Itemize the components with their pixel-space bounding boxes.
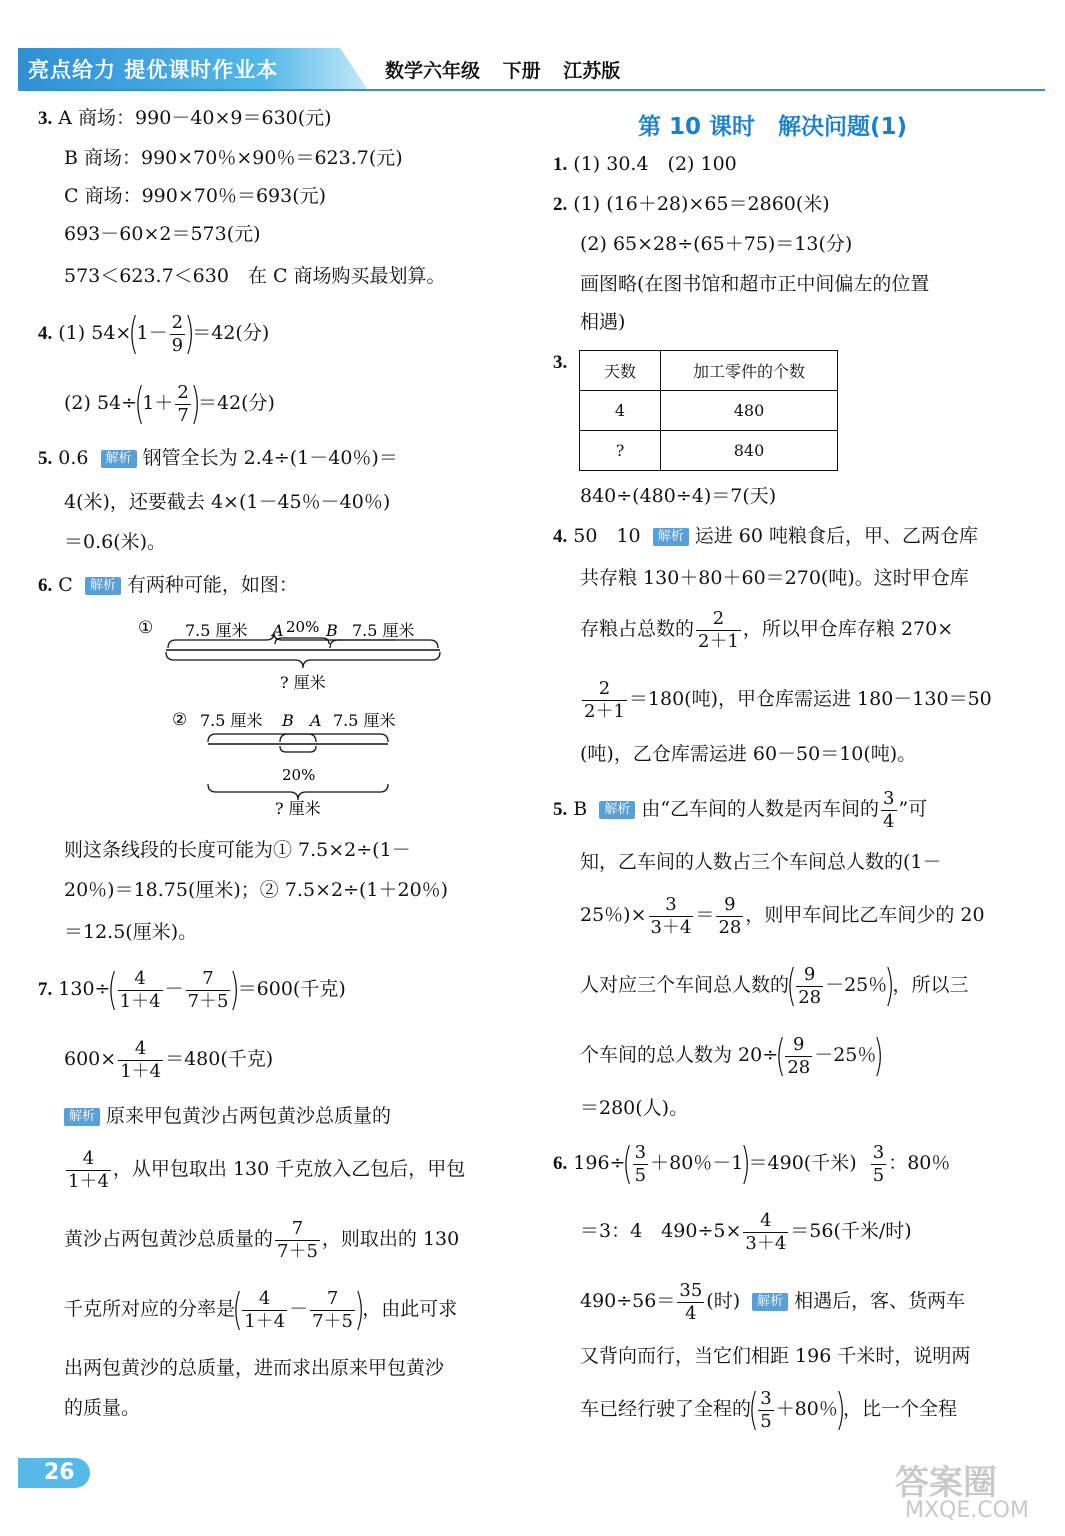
right-q1: 1. (1) 30.4 (2) 100 xyxy=(553,153,737,175)
right-q5-line5: 个车间的总人数为 20÷( $\frac{9}{28}$ －25％) xyxy=(580,1030,885,1081)
left-q7-eq2: 600× $\frac{4}{1+4}$ ＝480(千克) xyxy=(64,1037,274,1082)
left-q5-line1: 5. 0.6 解析 钢管全长为 2.4÷(1－40％)＝ xyxy=(38,447,398,469)
fraction: $\frac{2}{2+1}$ xyxy=(584,677,625,722)
segment-diagrams xyxy=(130,608,460,818)
left-q5-line3: ＝0.6(米)。 xyxy=(64,531,167,553)
left-q7-analysis4: 千克所对应的分率是( $\frac{4}{1+4}$ － $\frac{7}{7+5}$ )，由此可求 xyxy=(64,1284,458,1335)
book-brand: 亮点给力 提优课时作业本 xyxy=(28,58,279,82)
left-q7-analysis5: 出两包黄沙的总质量，进而求出原来甲包黄沙 xyxy=(64,1357,445,1379)
fraction: $\frac{4}{3+4}$ xyxy=(745,1209,787,1254)
right-q4-line1: 4. 50 10 解析 运进 60 吨粮食后，甲、乙两仓库 xyxy=(553,525,978,547)
fraction: $\frac{7}{7+5}$ xyxy=(312,1287,354,1332)
fraction: $\frac{7}{7+5}$ xyxy=(277,1217,318,1262)
fraction: $\frac{7}{7+5}$ xyxy=(187,967,229,1012)
left-q3-line1: 3. A 商场：990－40×9＝630(元) xyxy=(38,107,332,129)
d2-right-brace xyxy=(280,734,388,742)
right-q5-line2: 知，乙车间的人数占三个车间总人数的(1－ xyxy=(580,851,942,873)
d1-a-label: A xyxy=(272,621,284,640)
left-q7-analysis3: 黄沙占两包黄沙总质量的 $\frac{7}{7+5}$ ，则取出的 130 xyxy=(64,1217,460,1262)
table-cell: ? xyxy=(580,431,661,471)
right-q6-line4: 又背向而行，当它们相距 196 千米时，说明两 xyxy=(580,1345,971,1367)
table-cell: 840 xyxy=(661,431,838,471)
fraction: $\frac{9}{28}$ xyxy=(787,1033,811,1078)
left-q5-line2: 4(米)，还要截去 4×(1－45％－40％) xyxy=(64,491,391,513)
fraction: $\frac{9}{28}$ xyxy=(798,963,822,1008)
page-number: 26 xyxy=(18,1458,90,1488)
table-row xyxy=(580,431,838,471)
analysis-tag: 解析 xyxy=(653,528,689,546)
watermark-url: MXQE.COM xyxy=(905,1498,1029,1523)
fraction: $\frac{4}{1+4}$ xyxy=(244,1287,286,1332)
fraction: $\frac{3}{3+4}$ xyxy=(650,893,692,938)
fraction: $\frac{35}{4}$ xyxy=(679,1279,703,1324)
d2-circle-label: ② xyxy=(172,710,188,730)
right-q2-line1: 2. (1) (16＋28)×65＝2860(米) xyxy=(553,193,830,215)
analysis-tag: 解析 xyxy=(599,801,635,819)
watermark-logo: 答案圈 xyxy=(895,1463,997,1503)
d1-right-label: 7.5 厘米 xyxy=(352,621,415,640)
right-q6-line2: ＝3：4 490÷5× $\frac{4}{3+4}$ ＝56(千米/时) xyxy=(580,1209,912,1254)
right-q3-after: 840÷(480÷4)＝7(天) xyxy=(580,485,777,507)
right-q4-line2: 共存粮 130＋80＋60＝270(吨)。这时甲仓库 xyxy=(580,567,969,589)
d2-bottom-brace xyxy=(208,784,388,800)
d2-a-label: A xyxy=(310,711,322,730)
right-q6-line3: 490÷56＝ $\frac{35}{4}$ (时) 解析 相遇后，客、货两车 xyxy=(580,1279,966,1324)
table-header-row xyxy=(580,351,838,391)
right-q4-line3: 存粮占总数的 $\frac{2}{2+1}$ ，所以甲仓库存粮 270× xyxy=(580,607,954,652)
analysis-tag: 解析 xyxy=(85,577,121,595)
header-rule xyxy=(18,89,1045,91)
left-q7-analysis1: 解析 原来甲包黄沙占两包黄沙总质量的 xyxy=(64,1104,391,1128)
right-q5-line6: ＝280(人)。 xyxy=(580,1097,689,1119)
work-table xyxy=(579,350,838,471)
fraction: $\frac{2}{9}$ xyxy=(171,311,184,356)
fraction: $\frac{3}{5}$ xyxy=(634,1141,647,1186)
right-q2-line2: (2) 65×28÷(65＋75)＝13(分) xyxy=(580,233,853,255)
left-q6-line3: 20％)＝18.75(厘米)；② 7.5×2÷(1＋20％) xyxy=(64,879,449,901)
right-q2-line4: 相遇) xyxy=(580,311,626,333)
d2-b-label: B xyxy=(282,711,294,730)
left-q6-line1: 6. C 解析 有两种可能，如图： xyxy=(38,574,298,596)
left-q7-analysis2: $\frac{4}{1+4}$ ，从甲包取出 130 千克放入乙包后，甲包 xyxy=(68,1147,466,1192)
d1-circle-label: ① xyxy=(138,618,154,638)
analysis-tag: 解析 xyxy=(101,450,137,468)
fraction: $\frac{3}{4}$ xyxy=(883,787,895,832)
d2-overlap-brace xyxy=(280,746,316,752)
d1-right-brace xyxy=(330,640,438,648)
left-q6-line4: ＝12.5(厘米)。 xyxy=(64,921,198,943)
left-q3-line5: 573＜623.7＜630 在 C 商场购买最划算。 xyxy=(64,265,446,287)
left-q3-line2: B 商场：990×70％×90％＝623.7(元) xyxy=(64,147,403,169)
right-q4-line4: $\frac{2}{2+1}$ ＝180(吨)，甲仓库需运进 180－130＝50 xyxy=(584,677,992,722)
analysis-tag: 解析 xyxy=(752,1293,788,1311)
fraction: $\frac{2}{2+1}$ xyxy=(698,607,739,652)
analysis-tag: 解析 xyxy=(64,1108,100,1126)
table-header: 加工零件的个数 xyxy=(661,351,838,391)
d1-total-label: ? 厘米 xyxy=(280,673,326,692)
left-q4-part2: (2) 54÷(1＋ $\frac{2}{7}$ )＝42(分) xyxy=(64,378,275,429)
fraction: $\frac{4}{1+4}$ xyxy=(68,1147,109,1192)
d1-pct-label: 20% xyxy=(286,618,320,636)
section-title: 第 10 课时 解决问题(1) xyxy=(638,114,908,140)
table-cell: 4 xyxy=(580,391,661,431)
right-q4-line5: (吨)，乙仓库需运进 60－50＝10(吨)。 xyxy=(580,743,917,765)
left-q3-line4: 693－60×2＝573(元) xyxy=(64,223,261,245)
table-row xyxy=(580,391,838,431)
d2-pct-label: 20% xyxy=(282,766,316,784)
left-q6-line2: 则这条线段的长度可能为① 7.5×2÷(1－ xyxy=(64,839,411,861)
left-q4-part1: 4. (1) 54×(1－ $\frac{2}{9}$ )＝42(分) xyxy=(38,308,270,359)
fraction: $\frac{4}{1+4}$ xyxy=(120,1037,162,1082)
table-cell: 480 xyxy=(661,391,838,431)
d2-left-label: 7.5 厘米 xyxy=(200,711,263,730)
d2-right-label: 7.5 厘米 xyxy=(333,711,396,730)
book-subject: 数学六年级 下册 江苏版 xyxy=(385,60,621,82)
right-q5-line4: 人对应三个车间总人数的( $\frac{9}{28}$ －25％)，所以三 xyxy=(580,960,969,1011)
table-header: 天数 xyxy=(580,351,661,391)
d1-b-label: B xyxy=(326,621,338,640)
right-q5-line3: 25％)× $\frac{3}{3+4}$ ＝ $\frac{9}{28}$ ，则甲车间比乙车间少的 20 xyxy=(580,893,985,938)
fraction: $\frac{9}{28}$ xyxy=(718,893,742,938)
right-q6-line5: 车已经行驶了全程的( $\frac{3}{5}$ ＋80％)，比一个全程 xyxy=(580,1384,958,1435)
right-q6-line1: 6. 196÷( $\frac{3}{5}$ ＋80％－1)＝490(千米) $\frac{3}{5}$ ：80％ xyxy=(553,1138,951,1189)
d2-left-brace xyxy=(208,734,316,742)
right-q2-line3: 画图略(在图书馆和超市正中间偏左的位置 xyxy=(580,273,930,295)
left-q7-eq1: 7. 130÷( $\frac{4}{1+4}$ － $\frac{7}{7+5}$ )＝600(千克) xyxy=(38,964,346,1015)
left-q3-line3: C 商场：990×70％＝693(元) xyxy=(64,185,327,207)
fraction: $\frac{4}{1+4}$ xyxy=(119,967,161,1012)
fraction: $\frac{3}{5}$ xyxy=(760,1387,772,1432)
right-q5-line1: 5. B 解析 由“乙车间的人数是丙车间的 $\frac{3}{4}$ ”可 xyxy=(553,787,928,832)
right-q3-number: 3. xyxy=(553,352,568,373)
left-q7-analysis6: 的质量。 xyxy=(64,1397,141,1419)
d1-bottom-brace xyxy=(166,652,440,668)
fraction: $\frac{2}{7}$ xyxy=(177,381,189,426)
d1-left-label: 7.5 厘米 xyxy=(185,621,248,640)
d2-total-label: ? 厘米 xyxy=(275,799,321,818)
fraction: $\frac{3}{5}$ xyxy=(872,1141,885,1186)
